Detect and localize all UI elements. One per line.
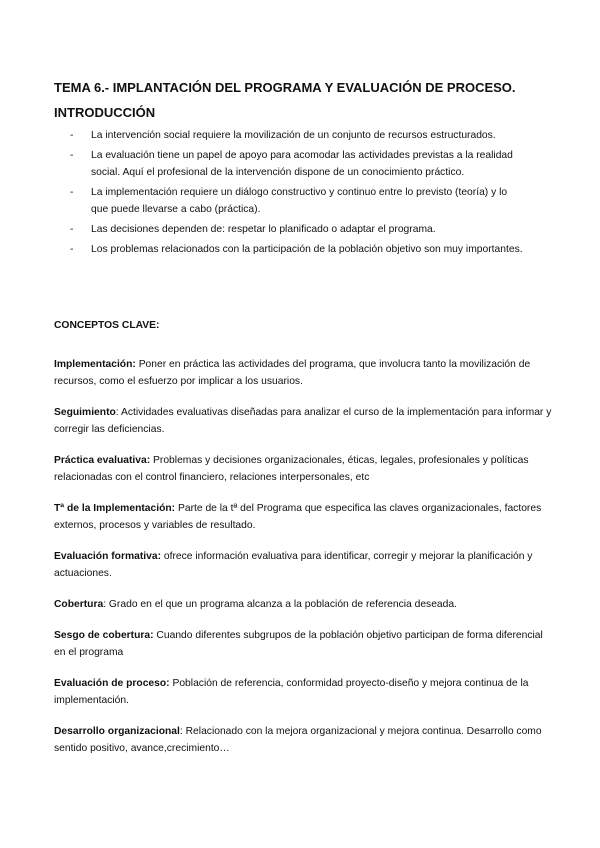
concept-definition: ofrece información evaluativa para identificar, corregir y mejorar la planificación y actuaciones. (54, 551, 533, 579)
concept-definition: Poner en práctica las actividades del programa, que involucra tanto la movilización de recursos, como el esfuerzo por implicar a los usuarios. (54, 359, 531, 387)
concept-term: Evaluación formativa: (54, 551, 162, 562)
bullet-dash: - (70, 130, 74, 141)
concept-term: Tª de la Implementación: (54, 503, 176, 514)
concept-term: Práctica evaluativa: (54, 455, 151, 466)
concepts-heading: CONCEPTOS CLAVE: (54, 320, 160, 331)
list-item (54, 221, 524, 238)
list-item (54, 241, 524, 258)
bullet-dash: - (70, 224, 74, 235)
concept-definition: Problemas y decisiones organizacionales, éticas, legales, profesionales y políticas relacionadas con el control financiero, relaciones interpersonales, etc (54, 455, 529, 483)
list-item (54, 147, 524, 181)
concept-desarrollo-organizacional (54, 723, 554, 757)
concept-teoria-implementacion (54, 500, 554, 534)
introduction-heading: INTRODUCCIÓN (54, 105, 156, 120)
concept-term: Sesgo de cobertura: (54, 630, 154, 641)
concept-sesgo-cobertura (54, 627, 554, 661)
concept-term: Seguimiento (54, 407, 116, 418)
concept-evaluacion-proceso (54, 675, 554, 709)
concept-definition: : Relacionado con la mejora organizacional y mejora continua. Desarrollo como sentido positivo, avance,crecimiento… (54, 726, 542, 754)
concept-evaluacion-formativa (54, 548, 554, 582)
list-item-text: La intervención social requiere la movilización de un conjunto de recursos estructurados. (91, 130, 496, 141)
list-item (54, 127, 524, 144)
concept-term: Cobertura (54, 599, 104, 610)
bullet-dash: - (70, 244, 74, 255)
concept-definition: Cuando diferentes subgrupos de la población objetivo participan de forma diferencial en el programa (54, 630, 543, 658)
concept-definition: Población de referencia, conformidad proyecto-diseño y mejora continua de la implementación. (54, 678, 529, 706)
concept-cobertura (54, 596, 554, 613)
list-item (54, 184, 524, 218)
document-title: TEMA 6.- IMPLANTACIÓN DEL PROGRAMA Y EVALUACIÓN DE PROCESO. (54, 80, 516, 95)
concept-implementacion (54, 356, 554, 390)
concept-term: Implementación: (54, 359, 136, 370)
list-item-text: Las decisiones dependen de: respetar lo planificado o adaptar el programa. (91, 224, 436, 235)
concept-definition: : Actividades evaluativas diseñadas para analizar el curso de la implementación para informar y corregir las deficiencias. (54, 407, 552, 435)
concept-seguimiento (54, 404, 554, 438)
bullet-dash: - (70, 150, 74, 161)
list-item-text: Los problemas relacionados con la participación de la población objetivo son muy importantes. (91, 244, 523, 255)
concept-practica-evaluativa (54, 452, 554, 486)
list-item-text: La implementación requiere un diálogo constructivo y continuo entre lo previsto (teoría) y lo que puede llevarse a cabo (práctica). (91, 187, 508, 215)
concept-definition: Parte de la tª del Programa que especifica las claves organizacionales, factores externos, procesos y variables de resultado. (54, 503, 542, 531)
concepts-list (54, 356, 554, 757)
list-item-text: La evaluación tiene un papel de apoyo para acomodar las actividades previstas a la realidad social. Aquí el profesional de la intervención dispone de un conocimiento práctico. (91, 150, 513, 178)
concept-term: Evaluación de proceso: (54, 678, 170, 689)
introduction-list (54, 127, 524, 261)
bullet-dash: - (70, 187, 74, 198)
concept-term: Desarrollo organizacional (54, 726, 180, 737)
concept-definition: : Grado en el que un programa alcanza a la población de referencia deseada. (103, 599, 457, 610)
